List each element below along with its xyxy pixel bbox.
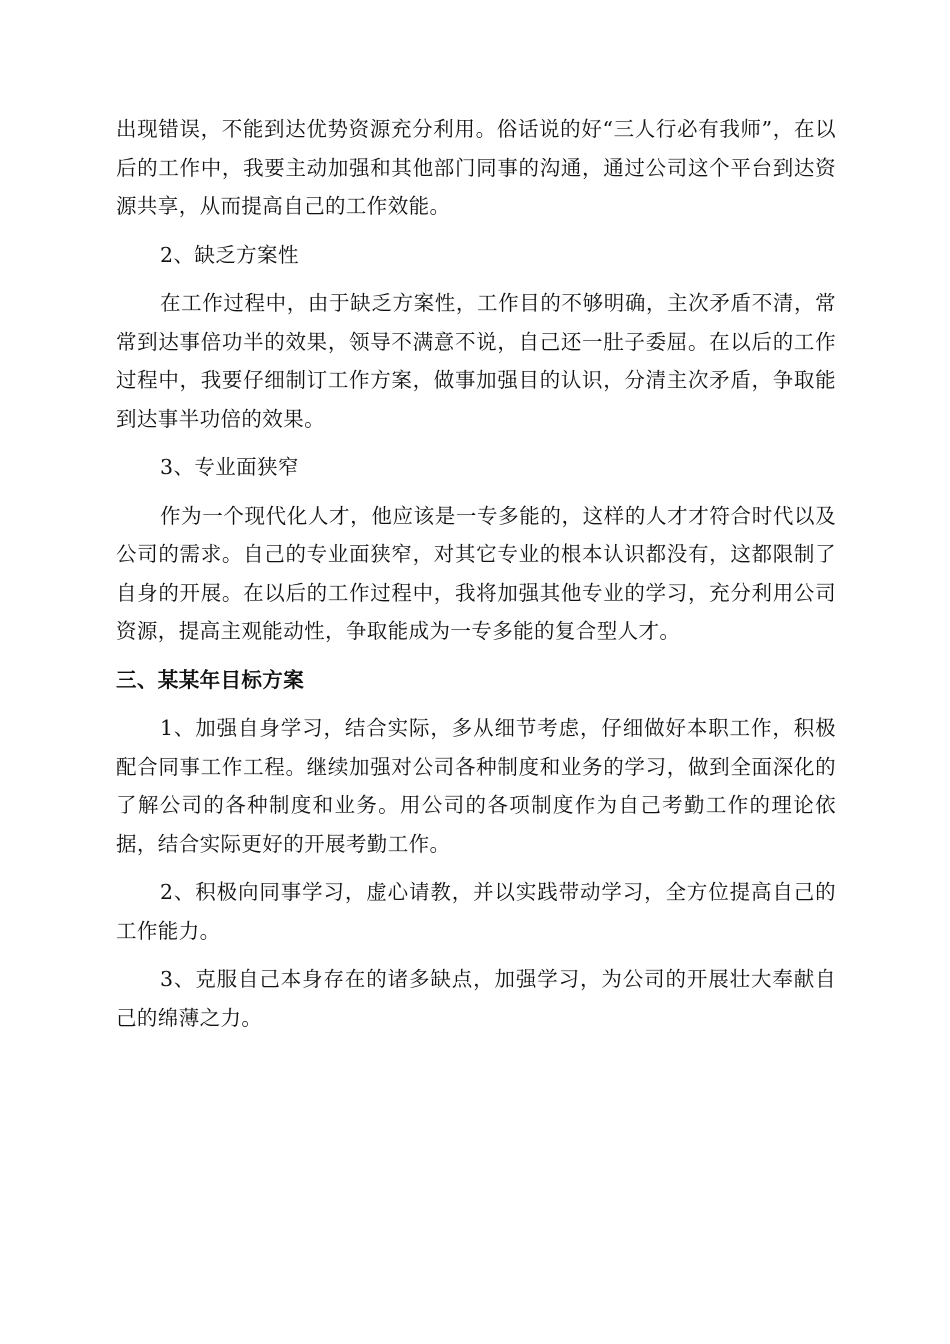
paragraph-lack-of-planning: 在工作过程中，由于缺乏方案性，工作目的不够明确，主次矛盾不清，常常到达事倍功半的效果，领导不满意不说，自己还一肚子委屈。在以后的工作过程中，我要仔细制订工作方案，做事加强目的认识，分清主次矛盾，争取能到达事半功倍的效果。 [116,291,836,431]
section-heading-goals: 三、某某年目标方案 [116,667,305,692]
document-body [116,110,836,1047]
goal-item-2: 2、积极向同事学习，虚心请教，并以实践带动学习，全方位提高自己的工作能力。 [116,880,836,943]
paragraph-resource-sharing: 出现错误，不能到达优势资源充分利用。俗话说的好“三人行必有我师”，在以后的工作中，我要主动加强和其他部门同事的沟通，通过公司这个平台到达资源共享，从而提高自己的工作效能。 [116,117,836,218]
subheading-lack-of-planning: 2、缺乏方案性 [160,242,299,267]
goal-item-1: 1、加强自身学习，结合实际，多从细节考虑，仔细做好本职工作，积极配合同事工作工程。继续加强对公司各种制度和业务的学习，做到全面深化的了解公司的各种制度和业务。用公司的各项制度作为自己考勤工作的理论依据，结合实际更好的开展考勤工作。 [116,716,836,856]
subheading-narrow-specialty: 3、专业面狭窄 [160,455,299,479]
paragraph-narrow-specialty: 作为一个现代化人才，他应该是一专多能的，这样的人才才符合时代以及公司的需求。自己的专业面狭窄，对其它专业的根本认识都没有，这都限制了自身的开展。在以后的工作过程中，我将加强其他专业的学习，充分利用公司资源，提高主观能动性，争取能成为一专多能的复合型人才。 [116,503,836,643]
goal-item-3: 3、克服自己本身存在的诸多缺点，加强学习，为公司的开展壮大奉献自己的绵薄之力。 [116,967,836,1030]
